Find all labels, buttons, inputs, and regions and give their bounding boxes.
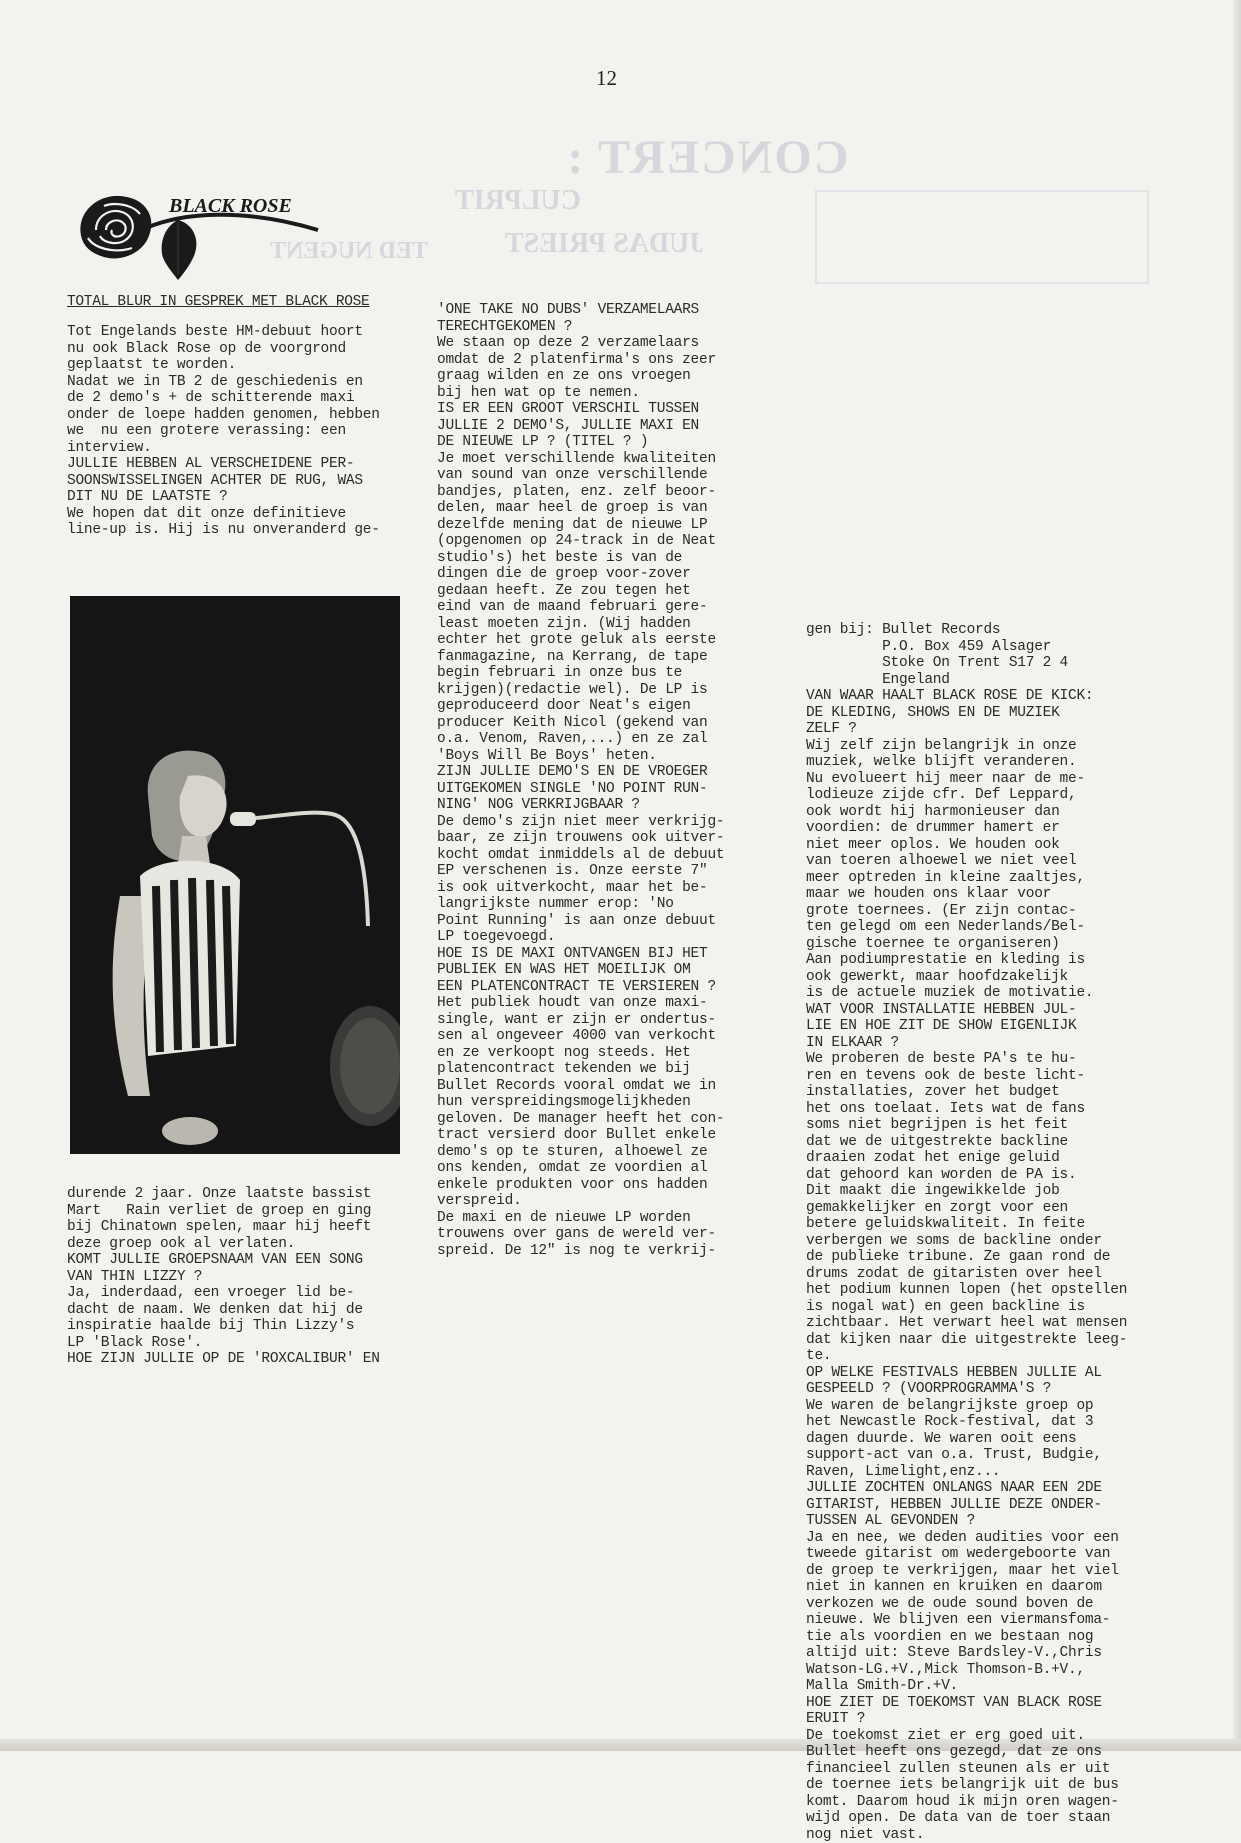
page-number: 12 [596,66,617,90]
ghost-text-culprit: CULPRIT [455,185,582,216]
rose-logo-icon [74,190,334,282]
ghost-text-concert: CONCERT : [565,131,849,184]
ghost-text-ted-nugent: TED NUGENT [270,238,429,264]
ghost-text-judas-priest: JUDAS PRIEST [505,228,704,259]
article-headline: TOTAL BLUR IN GESPREK MET BLACK ROSE [67,294,370,310]
band-photo-singer [70,596,400,1154]
column-2: 'ONE TAKE NO DUBS' VERZAMELAARS TERECHTGEKOMEN ? We staan op deze 2 verzamelaars omdat de 2 platenfirma's ons zeer graag wilden en ze ons vroegen bij hen wat op te nemen. IS ER EEN GROOT VERSCHIL TUSSEN JULLIE 2 DEMO'S, JULLIE MAXI EN DE NIEUWE LP ? (TITEL ? ) Je moet verschillende kwaliteiten van sound van onze verschillende bandjes, platen, enz. zelf beoor- delen, maar heel de groep is van dezelfde mening dat de nieuwe LP (opgenomen op 24-track in de Neat studio's) het beste is van de dingen die de groep voor-zover gedaan heeft. Ze zou tegen het eind van de maand februari gere- least moeten zijn. (Wij hadden echter het grote geluk als eerste fanmagazine, na Kerrang, de tape begin februari in onze bus te krijgen)(redactie wel). De LP is geproduceerd door Neat's eigen producer Keith Nicol (gekend van o.a. Venom, Raven,...) en ze zal 'Boys Will Be Boys' heten. ZIJN JULLIE DEMO'S EN DE VROEGER UITGEKOMEN SINGLE 'NO POINT RUN- NING' NOG VERKRIJGBAAR ? De demo's zijn niet meer verkrijg- baar, ze zijn trouwens ook uitver- kocht omdat inmiddels al de debuut EP verschenen is. Onze eerste 7" is ook uitverkocht, maar het be- langrijkste nummer erop: 'No Point Running' is aan onze debuut LP toegevoegd. HOE IS DE MAXI ONTVANGEN BIJ HET PUBLIEK EN WAS HET MOEILIJK OM EEN PLATENCONTRACT TE VERSIEREN ? Het publiek houdt van onze maxi- single, want er zijn er ondertus- sen al ongeveer 4000 van verkocht en ze verkoopt nog steeds. Het platencontract tekenden we bij Bullet Records vooral omdat we in hun verspreidingsmogelijkheden geloven. De manager heeft het con- tract versierd door Bullet enkele demo's op te sturen, alhoewel ze ons kenden, omdat ze voordien al enkele produkten voor ons hadden verspreid. De maxi en de nieuwe LP worden trouwens over gans de wereld ver- spreid. De 12" is nog te verkrij- [437,302,725,1259]
column-1-bottom: durende 2 jaar. Onze laatste bassist Mart Rain verliet de groep en ging bij Chinatown spelen, maar hij heeft deze groep ook al verlaten. KOMT JULLIE GROEPSNAAM VAN EEN SONG VAN THIN LIZZY ? Ja, inderdaad, een vroeger lid be- dacht de naam. We denken dat hij de inspiratie haalde bij Thin Lizzy's LP 'Black Rose'. HOE ZIJN JULLIE OP DE 'ROXCALIBUR' EN [67,1186,380,1367]
logo-text: BLACK ROSE [169,195,292,217]
column-1-top: Tot Engelands beste HM-debuut hoort nu ook Black Rose op de voorgrond geplaatst te worden. Nadat we in TB 2 de geschiedenis en de 2 demo's + de schitterende maxi onder de loepe hadden genomen, hebben we nu een grotere verassing: een interview. JULLIE HEBBEN AL VERSCHEIDENE PER- SOONSWISSELINGEN ACHTER DE RUG, WAS DIT NU DE LAATSTE ? We hopen dat dit onze definitieve line-up is. Hij is nu onveranderd ge- [67,324,380,538]
ghost-box [815,190,1149,284]
column-3: gen bij: Bullet Records P.O. Box 459 Alsager Stoke On Trent S17 2 4 Engeland VAN WAAR HAALT BLACK ROSE DE KICK: DE KLEDING, SHOWS EN DE MUZIEK ZELF ? Wij zelf zijn belangrijk in onze muziek, welke blijft veranderen. Nu evolueert hij meer naar de me- lodieuze zijde cfr. Def Leppard, ook wordt hij harmonieuser dan voordien: de drummer hamert er niet meer oplos. We houden ook van toeren alhoewel we niet veel meer optreden in kleine zaaltjes, maar we houden ons klaar voor grote toernees. (Er zijn contac- ten gelegd om een Nederlands/Bel- gische toernee te organiseren) Aan podiumprestatie en kleding is ook gewerkt, maar hoofdzakelijk is de actuele muziek de motivatie. WAT VOOR INSTALLATIE HEBBEN JUL- LIE EN HOE ZIT DE SHOW EIGENLIJK IN ELKAAR ? We proberen de beste PA's te hu- ren en tevens ook de beste licht- installaties, zover het budget het ons toelaat. Iets wat de fans soms niet begrijpen is het feit dat we de uitgestrekte backline draaien zodat het enige geluid dat gehoord kan worden de PA is. Dit maakt die ingewikkelde job gemakkelijker en zorgt voor een betere geluidskwaliteit. In feite verbergen we soms de backline onder de publieke tribune. Ze gaan rond de drums zodat de gitaristen over heel het podium kunnen lopen (het opstellen is nogal wat) en geen backline is zichtbaar. Het verwart heel wat mensen dat kijken naar die uitgestrekte leeg- te. OP WELKE FESTIVALS HEBBEN JULLIE AL GESPEELD ? (VOORPROGRAMMA'S ? We waren de belangrijkste groep op het Newcastle Rock-festival, dat 3 dagen duurde. We waren ooit eens support-act van o.a. Trust, Budgie, Raven, Limelight,enz... JULLIE ZOCHTEN ONLANGS NAAR EEN 2DE GITARIST, HEBBEN JULLIE DEZE ONDER- TUSSEN AL GEVONDEN ? Ja en nee, we deden audities voor een tweede gitarist om wedergeboorte van de groep te verkrijgen, maar het viel niet in kannen en kruiken en daarom verkozen we de oude sound boven de nieuwe. We blijven een viermansfoma- tie als voordien en we bestaan nog altijd uit: Steve Bardsley-V.,Chris Watson-LG.+V.,Mick Thomson-B.+V., Malla Smith-Dr.+V. HOE ZIET DE TOEKOMST VAN BLACK ROSE ERUIT ? De toekomst ziet er erg goed uit. Bullet heeft ons gezegd, dat ze ons financieel zullen steunen als er uit de toernee iets belangrijk uit de bus komt. Daarom houd ik mijn oren wagen- wijd open. De data van de toer staan nog niet vast. [806,622,1128,1843]
page-right-edge [1233,0,1241,1751]
black-rose-logo [74,190,334,282]
singer-photo-illustration [70,596,400,1154]
